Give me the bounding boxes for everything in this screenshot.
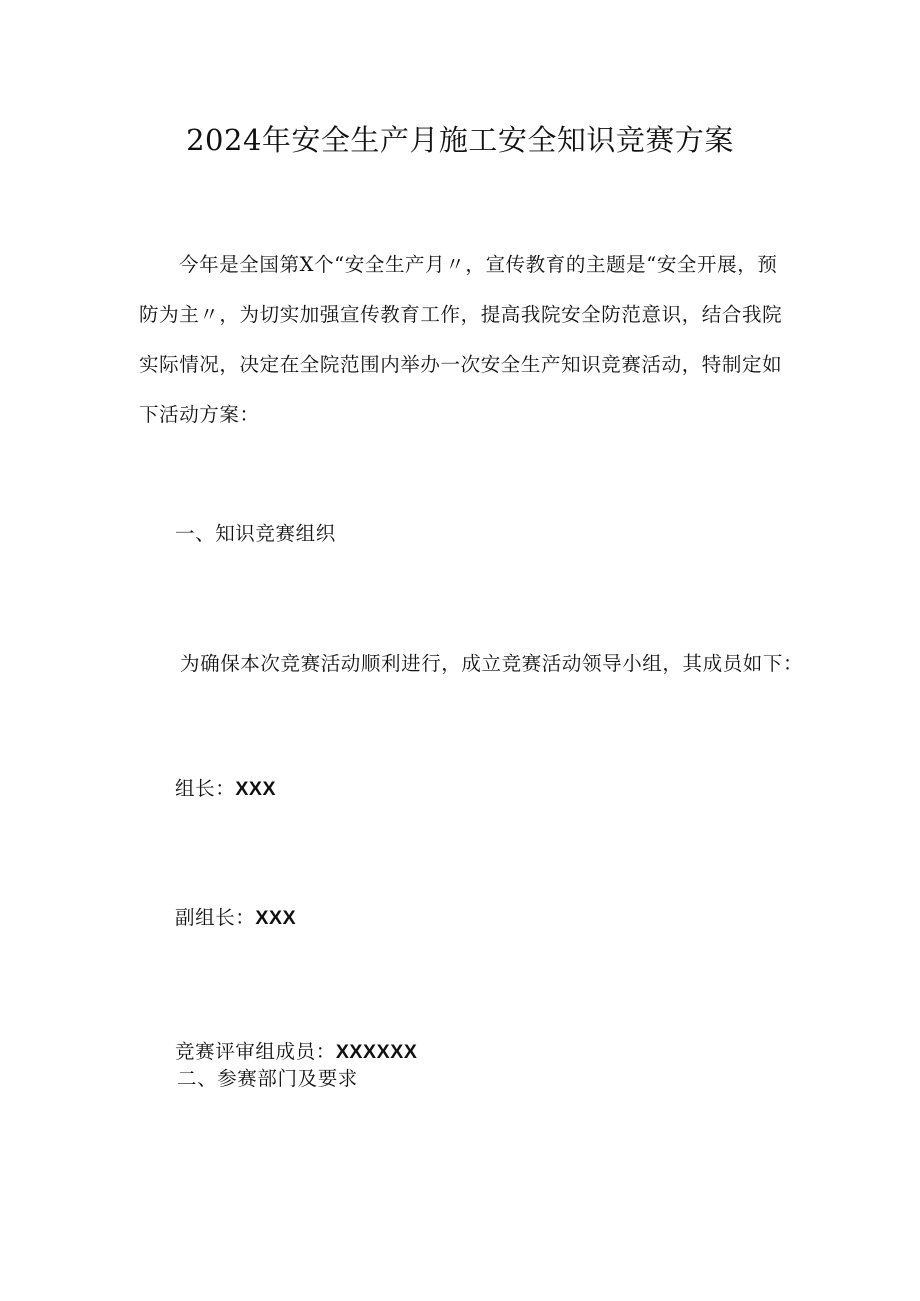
leader-label: 组长： xyxy=(175,777,236,800)
section-2-heading: 二、参赛部门及要求 xyxy=(177,1067,358,1090)
leader-line xyxy=(175,773,276,801)
intro-paragraph: 今年是全国第X个“安全生产月〃，宣传教育的主题是“安全开展，预防为主〃，为切实加强宣传教育工作，提高我院安全防范意识，结合我院实际情况，决定在全院范围内举办一次安全生产知识竞赛活动，特制定如下活动方案： xyxy=(139,253,783,426)
deputy-leader-line xyxy=(175,902,296,930)
deputy-leader-label: 副组长： xyxy=(175,906,256,929)
jury-value: XXXXXX xyxy=(335,1041,418,1063)
deputy-leader-value: XXX xyxy=(255,907,297,929)
leader-value: XXX xyxy=(235,778,277,800)
jury-label: 竞赛评审组成员： xyxy=(175,1040,336,1063)
section-1-paragraph: 为确保本次竞赛活动顺利进行，成立竞赛活动领导小组，其成员如下： xyxy=(180,652,804,675)
jury-line xyxy=(175,1036,417,1064)
document-title: 2024年安全生产月施工安全知识竞赛方案 xyxy=(186,123,734,157)
section-1-heading: 一、知识竞赛组织 xyxy=(175,522,336,545)
